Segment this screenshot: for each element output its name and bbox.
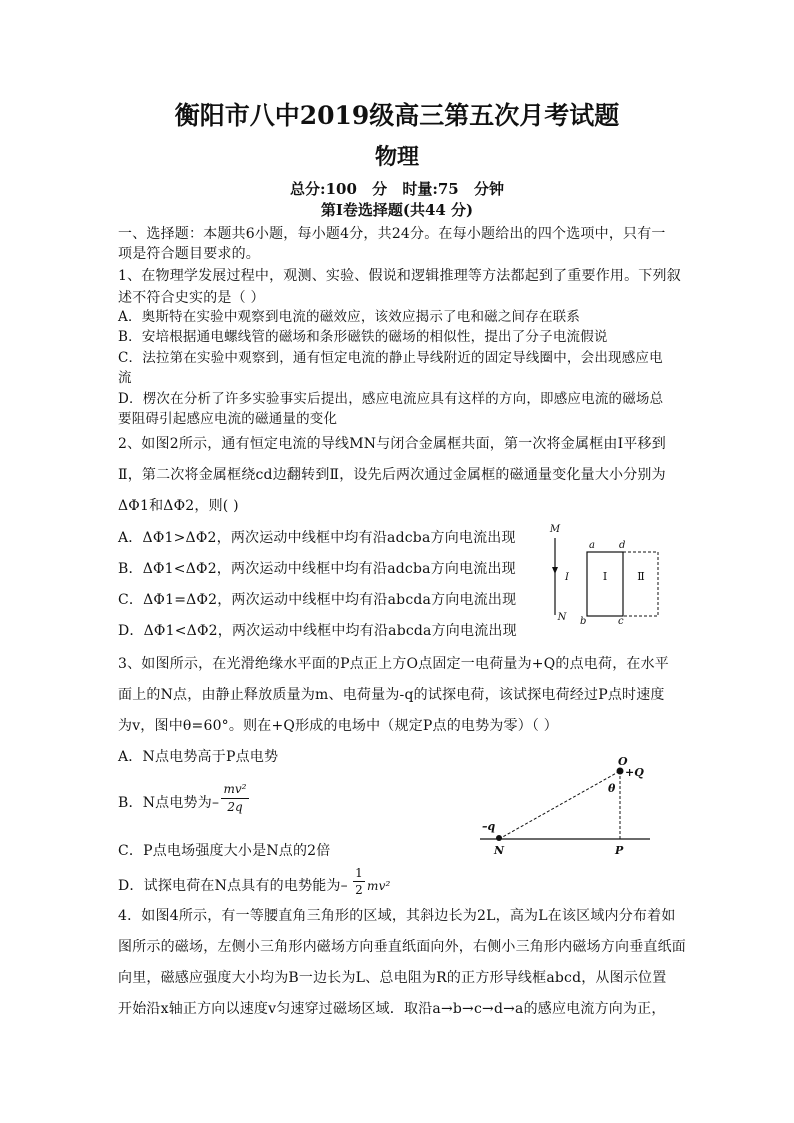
- label-minus-q: –q: [482, 820, 496, 833]
- label-a: a: [589, 540, 595, 551]
- label-o: O: [618, 755, 628, 768]
- q2-option: C．ΔΦ1=ΔΦ2，两次运动中线框中均有沿abcda方向电流出现: [118, 592, 517, 608]
- q3-option-b-fraction: [219, 782, 251, 815]
- fraction-denominator: 2q: [227, 800, 243, 814]
- q2-figure: [545, 520, 665, 630]
- q1-stem: 述不符合史实的是（ ）: [118, 290, 265, 306]
- label-m: M: [549, 524, 561, 535]
- q3-option-b-prefix: B．N点电势为–: [118, 795, 220, 811]
- q3-stem: 3、如图所示，在光滑绝缘水平面的P点正上方O点固定一电荷量为+Q的点电荷，在水平: [118, 656, 670, 672]
- q2-option: B．ΔΦ1<ΔΦ2，两次运动中线框中均有沿adcba方向电流出现: [118, 561, 516, 577]
- q2-stem: ΔΦ1和ΔΦ2，则( ): [118, 498, 239, 514]
- q1-option: B．安培根据通电螺线管的磁场和条形磁铁的磁场的相似性，提出了分子电流假说: [118, 329, 608, 345]
- label-region-1: Ⅰ: [602, 570, 608, 583]
- label-n: N: [557, 612, 567, 623]
- point-charge-icon: [617, 768, 624, 775]
- subject-title: 物理: [374, 144, 419, 170]
- score-time: 总分:100 分 时量:75 分钟: [290, 180, 504, 198]
- q2-option: A．ΔΦ1>ΔΦ2，两次运动中线框中均有沿adcba方向电流出现: [118, 530, 516, 546]
- q2-stem: 2、如图2所示，通有恒定电流的导线MN与闭合金属框共面，第一次将金属框由Ⅰ平移到: [118, 436, 666, 452]
- q1-option: A．奥斯特在实验中观察到电流的磁效应，该效应揭示了电和磁之间存在联系: [118, 309, 581, 325]
- exam-title: 衡阳市八中2019级高三第五次月考试题: [174, 101, 620, 130]
- fraction-bar: [221, 798, 249, 799]
- label-c: c: [618, 616, 624, 627]
- fraction-numerator: mv²: [223, 782, 247, 796]
- label-theta: θ: [608, 782, 616, 795]
- q3-option-d-prefix: D．试探电荷在N点具有的电势能为–: [118, 878, 348, 894]
- q3-stem: 面上的N点，由静止释放质量为m、电荷量为-q的试探电荷，该试探电荷经过P点时速度: [118, 687, 665, 703]
- q3-option-a: A．N点电势高于P点电势: [118, 749, 279, 765]
- q1-option: 要阻碍引起感应电流的磁通量的变化: [118, 411, 338, 427]
- q1-stem: 1、在物理学发展过程中，观测、实验、假说和逻辑推理等方法都起到了重要作用。下列叙: [118, 268, 681, 284]
- q4-stem: 向里，磁感应强度大小均为B一边长为L、总电阻为R的正方形导线框abcd，从图示位置: [118, 970, 667, 986]
- q3-option-d-suffix: mv²: [367, 879, 391, 893]
- q1-option: 流: [118, 370, 132, 386]
- q4-stem: 图所示的磁场，左侧小三角形内磁场方向垂直纸面向外，右侧小三角形内磁场方向垂直纸面: [118, 939, 686, 955]
- q3-stem: 为v，图中θ=60°。则在+Q形成的电场中（规定P点的电势为零）（ ）: [118, 718, 558, 734]
- q4-stem: 开始沿x轴正方向以速度v匀速穿过磁场区域．取沿a→b→c→d→a的感应电流方向为正，: [118, 1001, 666, 1017]
- label-plus-q: +Q: [625, 766, 644, 779]
- fraction-numerator: 1: [355, 866, 363, 880]
- line-on: [499, 771, 620, 839]
- frame-region-2: [623, 552, 658, 616]
- q1-option: C．法拉第在实验中观察到，通有恒定电流的静止导线附近的固定导线圈中，会出现感应电: [118, 350, 663, 366]
- q3-option-b: [118, 794, 219, 812]
- intro-line: 一、选择题：本题共6小题，每小题4分，共24分。在每小题给出的四个选项中，只有一: [118, 226, 666, 242]
- label-p: P: [615, 844, 624, 857]
- q4-stem: 4．如图4所示，有一等腰直角三角形的区域，其斜边长为2L，高为L在该区域内分布着如: [118, 908, 676, 924]
- fraction-denominator: 2: [355, 883, 363, 897]
- test-charge-icon: [496, 835, 502, 841]
- label-b: b: [580, 616, 587, 627]
- q2-option: D．ΔΦ1<ΔΦ2，两次运动中线框中均有沿abcda方向电流出现: [118, 623, 517, 639]
- current-arrow-icon: [552, 567, 558, 574]
- q3-figure: [478, 752, 658, 862]
- frame-region-1: [587, 552, 623, 616]
- q3-option-d: [118, 877, 348, 895]
- intro-line: 项是符合题目要求的。: [118, 246, 260, 262]
- label-n: N: [494, 844, 505, 857]
- q2-stem: Ⅱ，第二次将金属框绕cd边翻转到Ⅱ，设先后两次通过金属框的磁通量变化量大小分别为: [118, 467, 666, 483]
- q3-option-d-fraction: [352, 866, 366, 897]
- label-region-2: Ⅱ: [637, 570, 645, 583]
- label-d: d: [619, 540, 626, 551]
- section-title: 第Ⅰ卷选择题(共44 分): [320, 201, 474, 219]
- label-i: I: [565, 572, 569, 583]
- q3-option-c: C．P点电场强度大小是N点的2倍: [118, 843, 331, 859]
- q1-option: D．楞次在分析了许多实验事实后提出，感应电流应具有这样的方向，即感应电流的磁场总: [118, 391, 664, 407]
- fraction-bar: [353, 881, 365, 882]
